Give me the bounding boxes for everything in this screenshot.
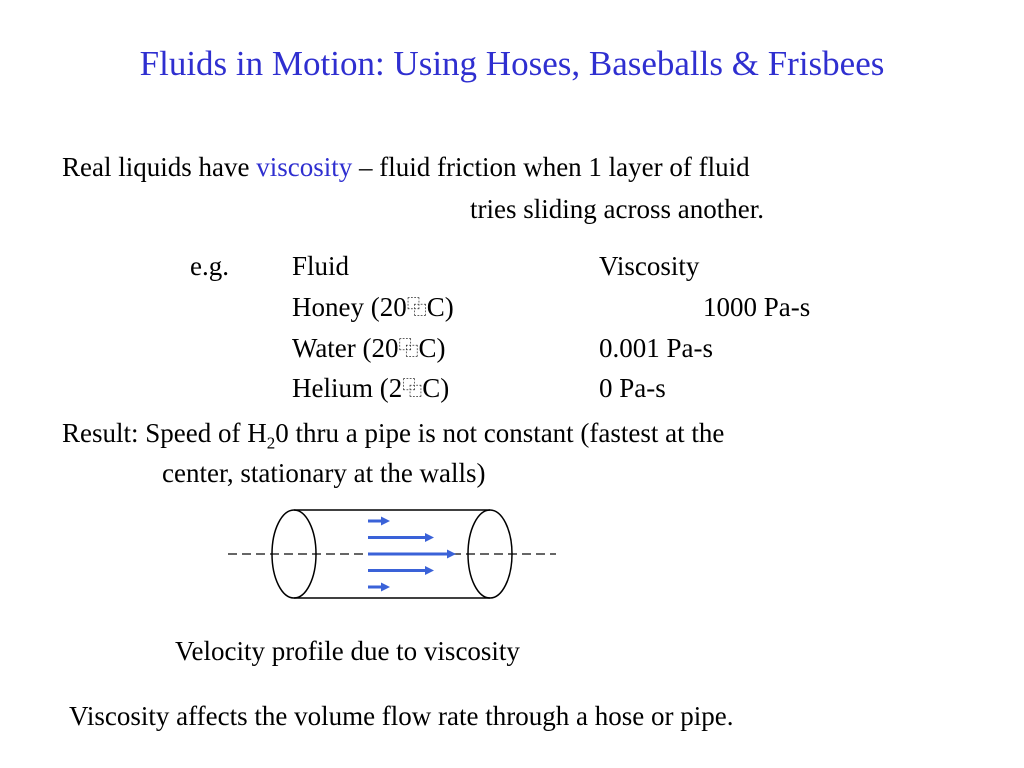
intro-continuation: tries sliding across another. bbox=[470, 194, 764, 224]
velocity-arrow-head bbox=[381, 517, 390, 526]
table-row bbox=[0, 292, 1024, 323]
velocity-arrow-head bbox=[425, 533, 434, 542]
velocity-arrow-head bbox=[447, 550, 456, 559]
table-row bbox=[0, 333, 1024, 364]
viscosity-header: Viscosity bbox=[599, 251, 700, 281]
degree-icon: ⿻ bbox=[402, 378, 423, 400]
degree-icon: ⿻ bbox=[406, 297, 427, 319]
fluid-cell: Honey (20⿻C) bbox=[292, 292, 454, 322]
conclusion-text: Viscosity affects the volume flow rate through a hose or pipe. bbox=[69, 701, 734, 731]
diagram-caption: Velocity profile due to viscosity bbox=[175, 636, 520, 666]
degree-icon: ⿻ bbox=[398, 338, 419, 360]
fluid-cell: Helium (2⿻C) bbox=[292, 373, 450, 403]
result-continuation: center, stationary at the walls) bbox=[162, 458, 486, 488]
eg-label: e.g. bbox=[190, 251, 229, 281]
viscosity-term: viscosity bbox=[256, 152, 353, 182]
table-header-row bbox=[0, 251, 1024, 282]
viscosity-cell: 0 Pa-s bbox=[599, 373, 666, 403]
pipe-diagram bbox=[220, 505, 565, 605]
page-title: Fluids in Motion: Using Hoses, Baseballs & Frisbees bbox=[139, 44, 885, 83]
viscosity-cell: 0.001 Pa-s bbox=[599, 333, 713, 363]
subscript-two: 2 bbox=[266, 433, 276, 453]
fluid-cell: Water (20⿻C) bbox=[292, 333, 446, 363]
viscosity-cell: 1000 Pa-s bbox=[703, 292, 811, 322]
velocity-arrow-head bbox=[425, 566, 434, 575]
result-line: Result: Speed of $H_20$ thru a pipe is not constant (fastest at the bbox=[62, 418, 725, 453]
velocity-arrow-head bbox=[381, 583, 390, 592]
intro-definition: – fluid friction when 1 layer of fluid bbox=[352, 152, 750, 182]
intro-prefix: Real liquids have bbox=[62, 152, 257, 182]
table-row bbox=[0, 373, 1024, 404]
velocity-arrows bbox=[368, 517, 456, 592]
intro-line bbox=[62, 152, 750, 183]
fluid-header: Fluid bbox=[292, 251, 350, 281]
